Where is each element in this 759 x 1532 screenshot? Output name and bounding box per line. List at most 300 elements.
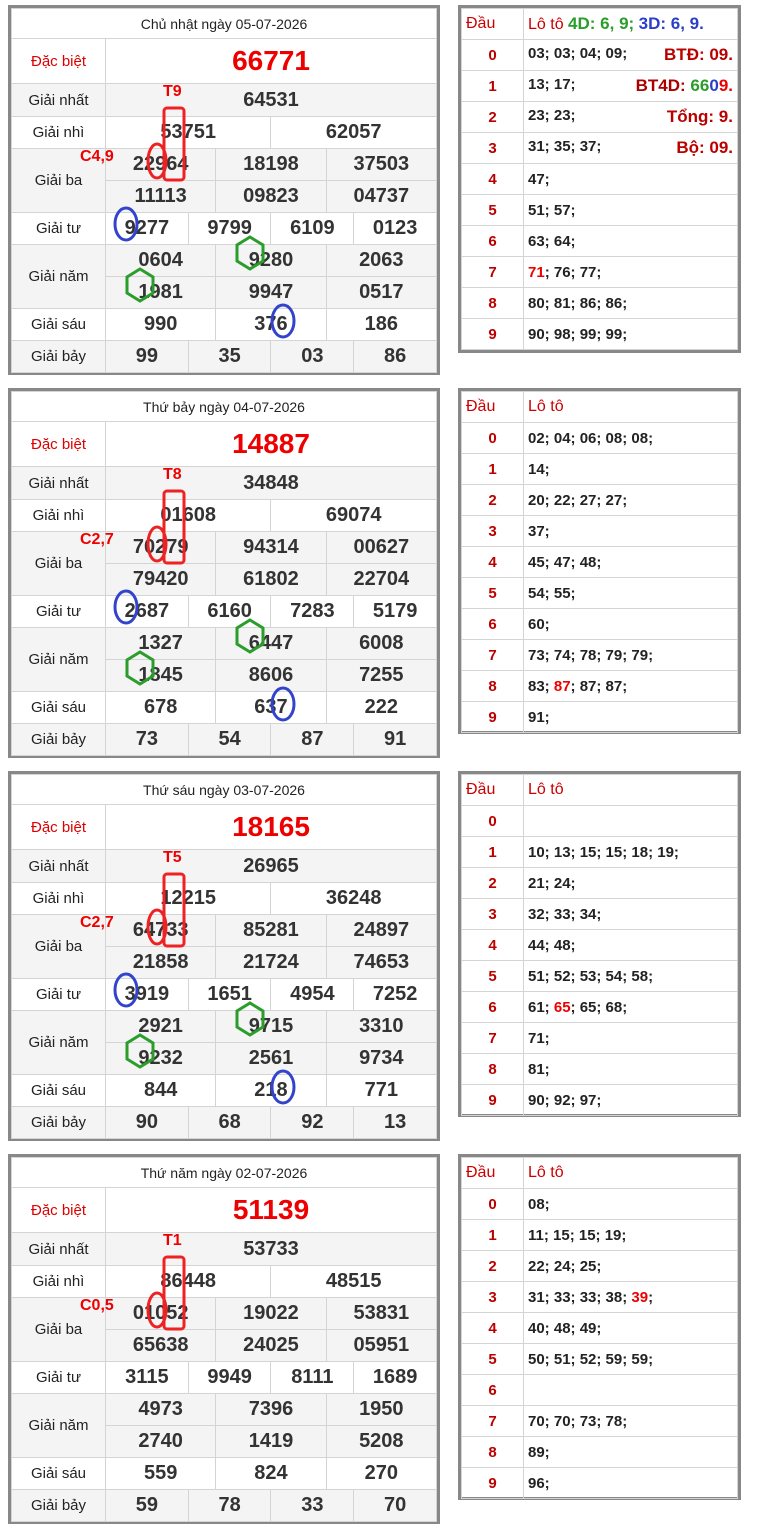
prize-number: 771 [326, 1075, 436, 1107]
loto-values [524, 40, 738, 71]
loto-head-digit: 4 [462, 1313, 524, 1344]
loto-values [524, 485, 738, 516]
col-head-dau: Đầu [462, 9, 524, 40]
prize-number: 9277 [106, 213, 189, 245]
loto-values [524, 1313, 738, 1344]
info-bt4d-label: BT4D: [635, 76, 691, 95]
loto-row [462, 1054, 738, 1085]
loto-row [462, 1344, 738, 1375]
info-bo: Bộ: 09. [676, 138, 733, 157]
tail-tag: T1 [163, 1232, 182, 1249]
loto-row [462, 1085, 738, 1116]
prize-number: 04737 [326, 181, 436, 213]
prize-number: 64733 [106, 915, 216, 947]
prize-label: Giải nhất [12, 84, 106, 117]
prize-number: 34848 [106, 467, 437, 500]
loto-values [524, 454, 738, 485]
loto-values: 31; 33; 33; 38; 39; [524, 1282, 738, 1313]
prize-label: Giải nhất [12, 1233, 106, 1266]
loto-row [462, 992, 738, 1023]
col-head-loto-label: Lô tô [528, 398, 564, 415]
prize-number: 85281 [216, 915, 326, 947]
prize-number: 3919 [106, 979, 189, 1011]
loto-values-text: 81; [528, 1060, 550, 1078]
loto-head-digit: 3 [462, 899, 524, 930]
prize-number: 24025 [216, 1330, 326, 1362]
loto-row [462, 40, 738, 71]
loto-row [462, 1468, 738, 1499]
prize-number: 62057 [271, 117, 437, 149]
loto-head-digit: 6 [462, 992, 524, 1023]
loto-values-text: 51; 52; 53; 54; 58; [528, 967, 654, 985]
prize-number: 376 [216, 309, 326, 341]
prize-number: 4954 [271, 979, 354, 1011]
results-table [8, 5, 440, 375]
loto-row [462, 1220, 738, 1251]
prize-number: 218 [216, 1075, 326, 1107]
loto-values [524, 164, 738, 195]
loto-values [524, 547, 738, 578]
loto-head-digit: 2 [462, 485, 524, 516]
prize-label: Giải tư [12, 213, 106, 245]
loto-head-digit: 5 [462, 578, 524, 609]
loto-row [462, 257, 738, 288]
prize-number: 48515 [271, 1266, 437, 1298]
loto-row [462, 702, 738, 733]
prize-number: 00627 [326, 532, 436, 564]
prize-number: 9280 [216, 245, 326, 277]
loto-head-digit: 8 [462, 288, 524, 319]
prize-number: 8111 [271, 1362, 354, 1394]
loto-values-text: 22; 24; 25; [528, 1257, 602, 1275]
prize-number: 2687 [106, 596, 189, 628]
loto-table [458, 771, 741, 1117]
info-bt4d [636, 76, 733, 96]
loto-values-text: 44; 48; [528, 936, 576, 954]
loto-head-digit: 1 [462, 454, 524, 485]
prize-number: 35 [188, 341, 271, 373]
prize-number: 61802 [216, 564, 326, 596]
prize-number: 18198 [216, 149, 326, 181]
prize-number: 12215 [106, 883, 271, 915]
loto-head-digit: 7 [462, 640, 524, 671]
loto-values [524, 806, 738, 837]
loto-values-text: 50; 51; 52; 59; 59; [528, 1350, 654, 1368]
prize-label: Giải nhì [12, 883, 106, 915]
prize-number: 68 [188, 1107, 271, 1139]
prize-number: 36248 [271, 883, 437, 915]
loto-values-text: 89; [528, 1443, 550, 1461]
loto-head-digit: 8 [462, 1437, 524, 1468]
prize-number: 01608 [106, 500, 271, 532]
loto-values-text: 11; 15; 15; 19; [528, 1226, 627, 1244]
prize-number: 7396 [216, 1394, 326, 1426]
prize-number: 92 [271, 1107, 354, 1139]
prize-number: 74653 [326, 947, 436, 979]
loto-head-digit: 9 [462, 1468, 524, 1499]
prize-number: 66771 [106, 39, 437, 84]
loto-values-text: 91; [528, 708, 550, 726]
loto-hot-number: 65 [553, 998, 571, 1016]
loto-head-digit: 9 [462, 702, 524, 733]
loto-values [524, 702, 738, 733]
prize-number: 5208 [326, 1426, 436, 1458]
prize-number: 5179 [354, 596, 437, 628]
loto-row [462, 319, 738, 350]
draw-date-title: Thứ bảy ngày 04-07-2026 [12, 392, 437, 422]
info-bt4d-part: 0 [709, 76, 719, 95]
loto-row [462, 1313, 738, 1344]
loto-values-text: 51; 57; [528, 201, 576, 219]
loto-values-text: 23; 23; [528, 107, 576, 124]
loto-values-text: 90; 92; 97; [528, 1091, 602, 1109]
prize-number: 0604 [106, 245, 216, 277]
prize-number: 94314 [216, 532, 326, 564]
loto-row [462, 868, 738, 899]
prize-number: 637 [216, 692, 326, 724]
loto-row [462, 1251, 738, 1282]
loto-head-digit: 7 [462, 1023, 524, 1054]
loto-head-digit: 5 [462, 1344, 524, 1375]
prize-number: 65638 [106, 1330, 216, 1362]
prize-number: 70 [354, 1490, 437, 1522]
prize-number: 0123 [354, 213, 437, 245]
loto-head-digit: 4 [462, 164, 524, 195]
prize-number: 86448 [106, 1266, 271, 1298]
prize-number: 1419 [216, 1426, 326, 1458]
prize-label: Đặc biệt [12, 805, 106, 850]
loto-head-digit: 5 [462, 961, 524, 992]
loto-values [524, 837, 738, 868]
prize-label: Giải sáu [12, 1458, 106, 1490]
loto-values-text: 10; 13; 15; 15; 18; 19; [528, 843, 679, 861]
prize-label: Đặc biệt [12, 39, 106, 84]
prize-label: Giải nhì [12, 500, 106, 532]
prize-number: 64531 [106, 84, 437, 117]
loto-values [524, 1085, 738, 1116]
prize-label: Giải nhất [12, 467, 106, 500]
tail-tag: T5 [163, 849, 182, 866]
day-block [0, 5, 759, 375]
prize-number: 21724 [216, 947, 326, 979]
prize-number: 51139 [106, 1188, 437, 1233]
prize-number: 8606 [216, 660, 326, 692]
loto-hot-number: 87 [553, 677, 571, 695]
loto-head-digit: 9 [462, 319, 524, 350]
loto-row [462, 578, 738, 609]
loto-values [524, 640, 738, 671]
prize-number: 01052 [106, 1298, 216, 1330]
prize-label: Giải bảy [12, 724, 106, 756]
prize-number: 7255 [326, 660, 436, 692]
loto-values [524, 1189, 738, 1220]
loto-head-digit: 3 [462, 133, 524, 164]
loto-row [462, 288, 738, 319]
loto-row [462, 671, 738, 702]
loto-head-digit: 4 [462, 930, 524, 961]
loto-values [524, 578, 738, 609]
prize-number: 19022 [216, 1298, 326, 1330]
loto-values [524, 1251, 738, 1282]
loto-values-text: 63; 64; [528, 232, 576, 250]
day-block [0, 1154, 759, 1524]
loto-head-digit: 1 [462, 1220, 524, 1251]
prize-number: 53751 [106, 117, 271, 149]
prize-number: 09823 [216, 181, 326, 213]
loto-values [524, 899, 738, 930]
loto-values-text: 90; 98; 99; 99; [528, 325, 628, 343]
loto-values-text: 14; [528, 460, 550, 478]
prize-number: 70279 [106, 532, 216, 564]
loto-row [462, 640, 738, 671]
loto-row [462, 133, 738, 164]
loto-row [462, 102, 738, 133]
prize-number: 6447 [216, 628, 326, 660]
loto-row [462, 837, 738, 868]
prize-number: 9947 [216, 277, 326, 309]
prize-number: 1651 [188, 979, 271, 1011]
results-table [8, 388, 440, 758]
loto-head-digit: 0 [462, 40, 524, 71]
loto-row [462, 1406, 738, 1437]
prize-number: 69074 [271, 500, 437, 532]
col-head-loto [524, 1158, 738, 1189]
loto-values [524, 1468, 738, 1499]
loto-values: 61; 65; 65; 68; [524, 992, 738, 1023]
prize-label: Giải năm [12, 245, 106, 309]
loto-row [462, 423, 738, 454]
prize-number: 22964 [106, 149, 216, 181]
col-head-dau: Đầu [462, 1158, 524, 1189]
prize-number: 2740 [106, 1426, 216, 1458]
loto-head-digit: 6 [462, 1375, 524, 1406]
prize-number: 9734 [326, 1043, 436, 1075]
prize-number: 18165 [106, 805, 437, 850]
loto-head-digit: 2 [462, 868, 524, 899]
col-head-loto-label: Lô tô [528, 16, 564, 33]
loto-row [462, 164, 738, 195]
loto-values-text: 47; [528, 170, 550, 188]
prize-number: 78 [188, 1490, 271, 1522]
info-bt4d-part: 66 [690, 76, 710, 95]
prize-number: 05951 [326, 1330, 436, 1362]
prize-number: 26965 [106, 850, 437, 883]
prize-label: Giải sáu [12, 692, 106, 724]
prize-number: 1981 [106, 277, 216, 309]
prize-number: 186 [326, 309, 436, 341]
loto-head-digit: 3 [462, 516, 524, 547]
loto-row [462, 1282, 738, 1313]
loto-values-text: 31; 35; 37; [528, 138, 602, 155]
col-head-loto-label: Lô tô [528, 1164, 564, 1181]
loto-values [524, 102, 738, 133]
loto-head-digit: 2 [462, 1251, 524, 1282]
prize-number: 559 [106, 1458, 216, 1490]
prize-number: 79420 [106, 564, 216, 596]
loto-head-digit: 8 [462, 671, 524, 702]
prize-number: 6008 [326, 628, 436, 660]
prize-number: 844 [106, 1075, 216, 1107]
info-btd: BTĐ: 09. [664, 45, 733, 64]
prize-number: 9232 [106, 1043, 216, 1075]
loto-table [458, 5, 741, 353]
loto-values-text: 37; [528, 522, 550, 540]
prize-number: 1950 [326, 1394, 436, 1426]
loto-head-digit: 1 [462, 837, 524, 868]
info-3d: 3D: 6, 9. [638, 14, 704, 33]
col-head-loto [524, 392, 738, 423]
loto-values [524, 1054, 738, 1085]
loto-row [462, 485, 738, 516]
loto-head-digit: 3 [462, 1282, 524, 1313]
loto-table [458, 388, 741, 734]
loto-values-text: 60; [528, 615, 550, 633]
prize-number: 53831 [326, 1298, 436, 1330]
loto-values [524, 961, 738, 992]
prize-number: 53733 [106, 1233, 437, 1266]
loto-values [524, 609, 738, 640]
prize-number: 99 [106, 341, 189, 373]
loto-values-text: 32; 33; 34; [528, 905, 602, 923]
prize-label: Giải năm [12, 1011, 106, 1075]
prize-number: 9715 [216, 1011, 326, 1043]
prize-number: 9949 [188, 1362, 271, 1394]
loto-values-text: 08; [528, 1195, 550, 1213]
loto-head-digit: 9 [462, 1085, 524, 1116]
prize-number: 222 [326, 692, 436, 724]
loto-row [462, 806, 738, 837]
pair-tag: C2,7 [80, 531, 114, 548]
loto-head-digit: 7 [462, 1406, 524, 1437]
loto-values: 71; 76; 77; [524, 257, 738, 288]
loto-values-text: 40; 48; 49; [528, 1319, 602, 1337]
col-head-loto-label: Lô tô [528, 781, 564, 798]
info-tong: Tổng: 9. [666, 107, 733, 126]
loto-head-digit: 8 [462, 1054, 524, 1085]
loto-head-digit: 0 [462, 423, 524, 454]
loto-values [524, 1375, 738, 1406]
prize-number: 54 [188, 724, 271, 756]
loto-row [462, 930, 738, 961]
loto-values-text: 54; 55; [528, 584, 576, 602]
loto-row [462, 71, 738, 102]
loto-head-digit: 2 [462, 102, 524, 133]
loto-row [462, 961, 738, 992]
prize-label: Đặc biệt [12, 422, 106, 467]
prize-number: 6160 [188, 596, 271, 628]
prize-number: 3310 [326, 1011, 436, 1043]
loto-values [524, 1220, 738, 1251]
prize-number: 24897 [326, 915, 436, 947]
loto-row [462, 516, 738, 547]
prize-number: 270 [326, 1458, 436, 1490]
loto-row [462, 226, 738, 257]
loto-values-text: 45; 47; 48; [528, 553, 602, 571]
loto-head-digit: 5 [462, 195, 524, 226]
draw-date-title: Thứ sáu ngày 03-07-2026 [12, 775, 437, 805]
prize-label: Đặc biệt [12, 1188, 106, 1233]
loto-values [524, 423, 738, 454]
pair-tag: C0,5 [80, 1297, 114, 1314]
prize-number: 33 [271, 1490, 354, 1522]
loto-head-digit: 0 [462, 806, 524, 837]
loto-row [462, 454, 738, 485]
loto-head-digit: 4 [462, 547, 524, 578]
pair-tag: C4,9 [80, 148, 114, 165]
loto-values-text: 80; 81; 86; 86; [528, 294, 628, 312]
loto-row [462, 547, 738, 578]
prize-number: 3115 [106, 1362, 189, 1394]
results-table [8, 1154, 440, 1524]
loto-head-digit: 6 [462, 226, 524, 257]
prize-number: 21858 [106, 947, 216, 979]
prize-number: 678 [106, 692, 216, 724]
prize-number: 59 [106, 1490, 189, 1522]
loto-values [524, 1406, 738, 1437]
loto-values-text: 73; 74; 78; 79; 79; [528, 646, 654, 664]
loto-values-text: 71; [528, 1029, 550, 1047]
prize-label: Giải năm [12, 628, 106, 692]
loto-values-text: 96; [528, 1474, 550, 1492]
loto-head-digit: 0 [462, 1189, 524, 1220]
loto-values-text: 03; 03; 04; 09; [528, 45, 628, 62]
prize-label: Giải bảy [12, 1490, 106, 1522]
prize-number: 91 [354, 724, 437, 756]
loto-row [462, 609, 738, 640]
prize-number: 86 [354, 341, 437, 373]
prize-number: 2063 [326, 245, 436, 277]
prize-number: 73 [106, 724, 189, 756]
prize-number: 824 [216, 1458, 326, 1490]
prize-number: 13 [354, 1107, 437, 1139]
prize-number: 7283 [271, 596, 354, 628]
prize-label: Giải sáu [12, 1075, 106, 1107]
prize-number: 990 [106, 309, 216, 341]
loto-values [524, 319, 738, 350]
col-head-loto [524, 775, 738, 806]
prize-label: Giải nhất [12, 850, 106, 883]
loto-hot-number: 71 [528, 263, 545, 281]
results-table [8, 771, 440, 1141]
loto-values [524, 195, 738, 226]
draw-date-title: Thứ năm ngày 02-07-2026 [12, 1158, 437, 1188]
prize-label: Giải ba [12, 915, 106, 979]
loto-values [524, 930, 738, 961]
prize-label: Giải tư [12, 1362, 106, 1394]
prize-number: 2561 [216, 1043, 326, 1075]
loto-row [462, 1023, 738, 1054]
prize-number: 4973 [106, 1394, 216, 1426]
prize-label: Giải bảy [12, 341, 106, 373]
prize-label: Giải ba [12, 532, 106, 596]
loto-values-text: 02; 04; 06; 08; 08; [528, 429, 654, 447]
info-4d: 4D: 6, 9; [568, 14, 635, 33]
loto-row [462, 195, 738, 226]
loto-head-digit: 1 [462, 71, 524, 102]
prize-number: 90 [106, 1107, 189, 1139]
prize-label: Giải nhì [12, 117, 106, 149]
info-bt4d-part: 9. [718, 76, 733, 95]
prize-number: 1845 [106, 660, 216, 692]
loto-row [462, 1375, 738, 1406]
day-block [0, 388, 759, 758]
prize-number: 9799 [188, 213, 271, 245]
prize-number: 22704 [326, 564, 436, 596]
col-head-dau: Đầu [462, 775, 524, 806]
loto-values [524, 1437, 738, 1468]
prize-number: 03 [271, 341, 354, 373]
loto-values [524, 516, 738, 547]
